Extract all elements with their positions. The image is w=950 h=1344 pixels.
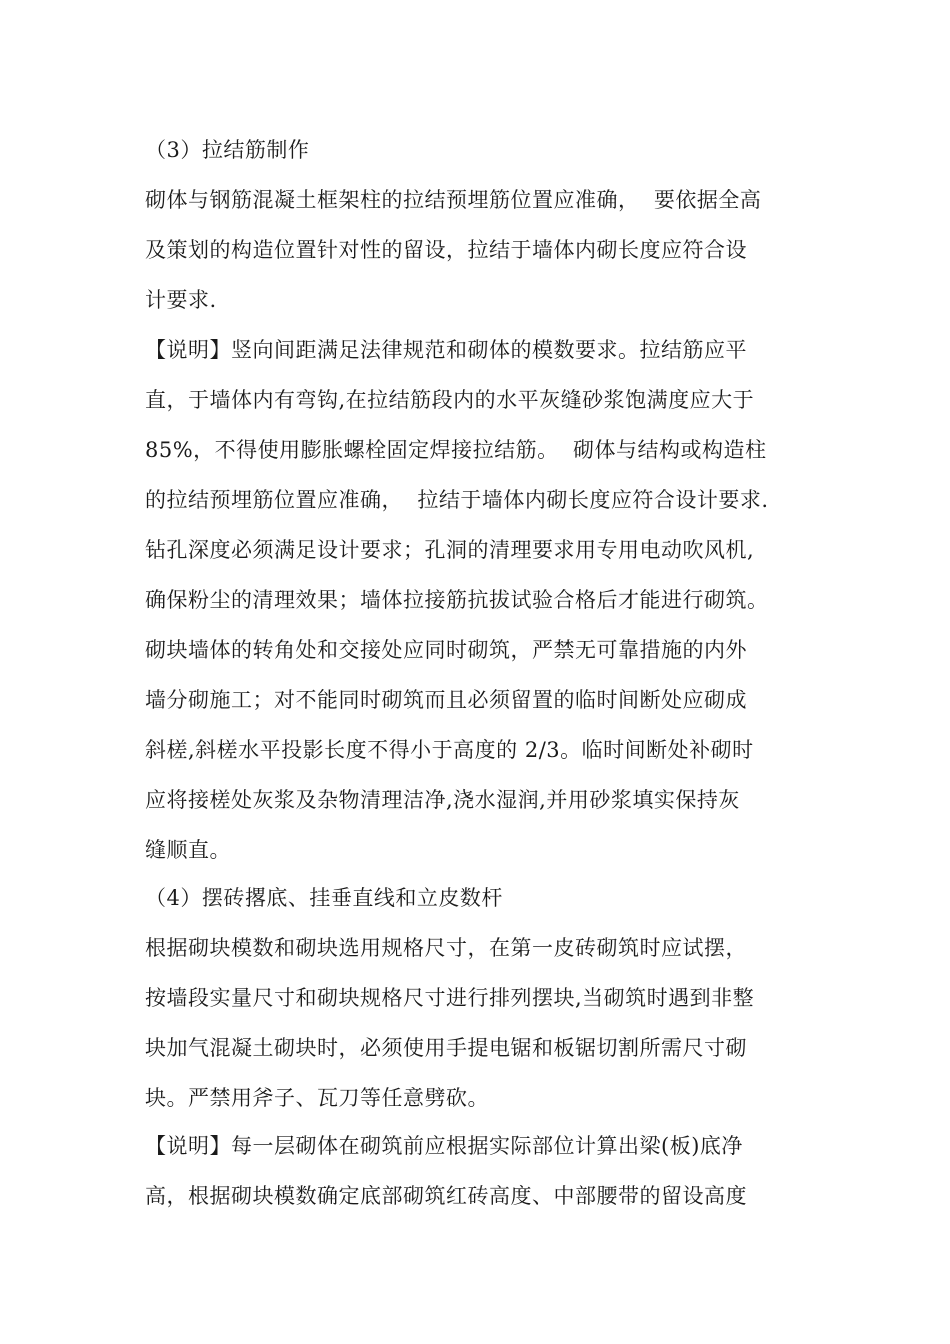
note2-line-2: 高，根据砌块模数确定底部砌筑红砖高度、中部腰带的留设高度 [145,1184,747,1208]
note-line-6: 确保粉尘的清理效果；墙体拉接筋抗拔试验合格后才能进行砌筑。 [145,588,769,612]
note-line-3: 85%，不得使用膨胀螺栓固定焊接拉结筋。 砌体与结构或构造柱 [145,438,767,462]
note-line-1: 【说明】竖向间距满足法律规范和砌体的模数要求。拉结筋应平 [145,338,747,362]
paragraph-line-2: 及策划的构造位置针对性的留设，拉结于墙体内砌长度应符合设 [145,238,747,262]
paragraph2-line-3: 块加气混凝土砌块时，必须使用手提电锯和板锯切割所需尺寸砌 [145,1036,747,1060]
note-line-11: 缝顺直。 [145,838,231,862]
note-line-5: 钻孔深度必须满足设计要求；孔洞的清理要求用专用电动吹风机, [145,538,755,562]
paragraph-line-3: 计要求. [145,288,217,312]
paragraph2-line-4: 块。严禁用斧子、瓦刀等任意劈砍。 [145,1086,489,1110]
paragraph2-line-2: 按墙段实量尺寸和砌块规格尺寸进行排列摆块,当砌筑时遇到非整 [145,986,755,1010]
note-line-9: 斜槎,斜槎水平投影长度不得小于高度的 2/3。临时间断处补砌时 [145,738,754,762]
note-line-8: 墙分砌施工；对不能同时砌筑而且必须留置的临时间断处应砌成 [145,688,747,712]
heading-3-tie-bar-fabrication: （3）拉结筋制作 [145,138,310,162]
note-line-4: 的拉结预埋筋位置应准确， 拉结于墙体内砌长度应符合设计要求. [145,488,769,512]
note-line-7: 砌块墙体的转角处和交接处应同时砌筑，严禁无可靠措施的内外 [145,638,747,662]
note-line-10: 应将接槎处灰浆及杂物清理洁净,浇水湿润,并用砂浆填实保持灰 [145,788,740,812]
note-line-2: 直，于墙体内有弯钩,在拉结筋段内的水平灰缝砂浆饱满度应大于 [145,388,755,412]
paragraph2-line-1: 根据砌块模数和砌块选用规格尺寸，在第一皮砖砌筑时应试摆， [145,936,747,960]
note2-line-1: 【说明】每一层砌体在砌筑前应根据实际部位计算出梁(板)底净 [145,1134,743,1158]
heading-4-layout-and-leveling: （4）摆砖撂底、挂垂直线和立皮数杆 [145,886,503,910]
paragraph-line-1: 砌体与钢筋混凝土框架柱的拉结预埋筋位置应准确， 要依据全高 [145,188,762,212]
